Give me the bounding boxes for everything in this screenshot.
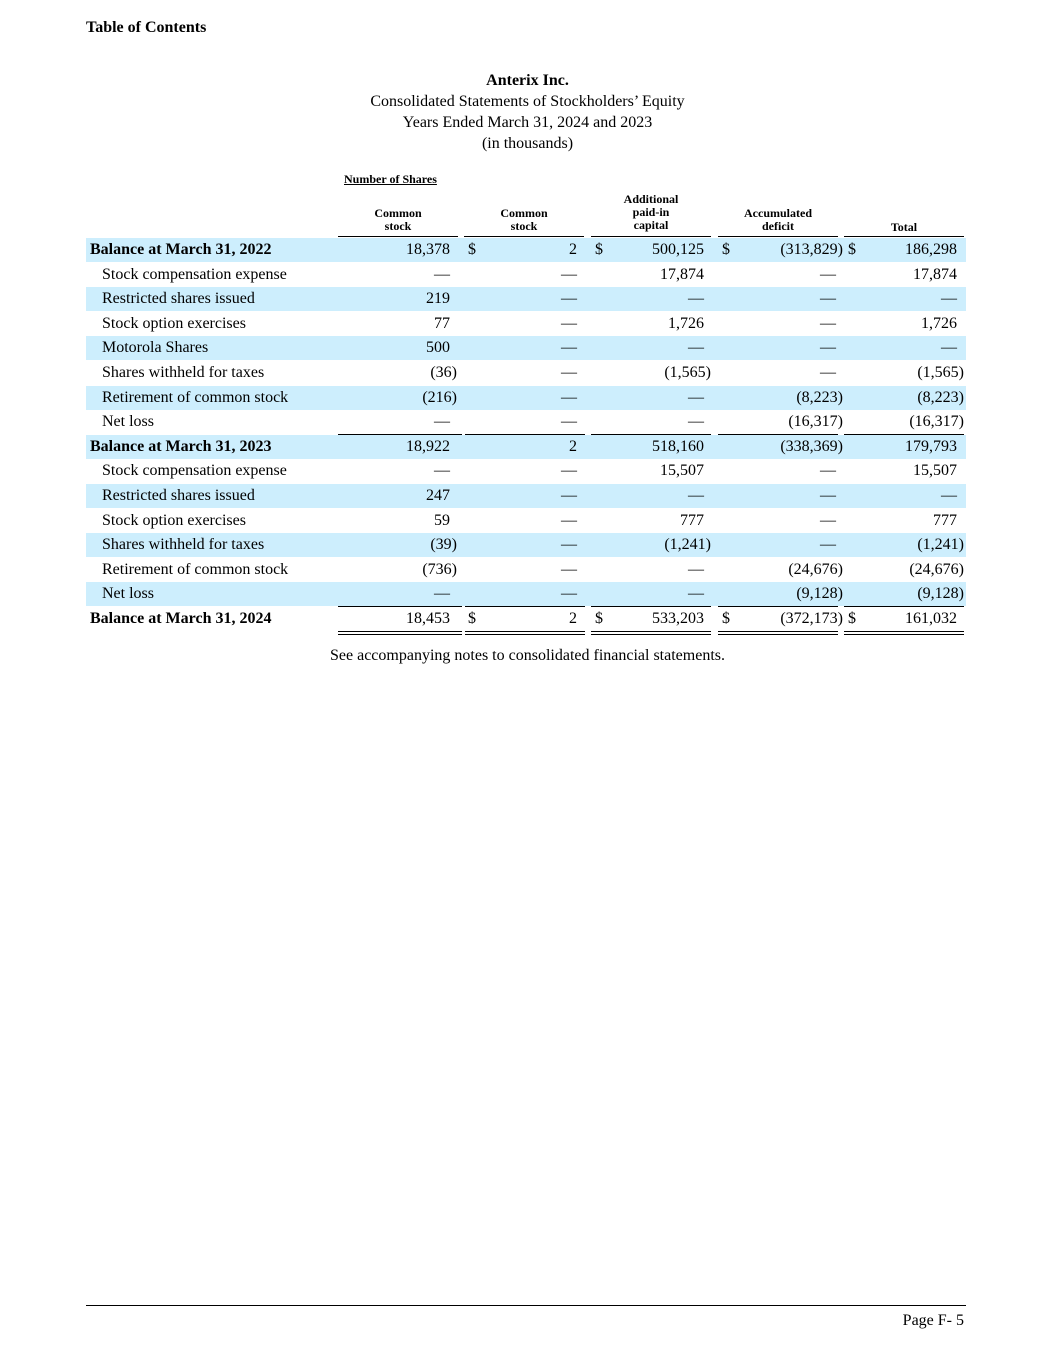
cell-common: — <box>561 314 577 332</box>
cell-total: (1,241) <box>917 536 964 554</box>
cell-apic: 1,726 <box>668 314 704 332</box>
table-row <box>86 582 966 606</box>
table-row <box>86 312 966 336</box>
col-header-line: Common <box>374 206 422 220</box>
cell-common: — <box>561 585 577 603</box>
cell-common: — <box>561 560 577 578</box>
cell-common: — <box>561 536 577 554</box>
cell-apic: — <box>688 560 704 578</box>
row-label: Retirement of common stock <box>102 388 289 406</box>
row-label: Stock option exercises <box>102 511 246 529</box>
cell-apic: 17,874 <box>660 265 704 283</box>
row-label: Shares withheld for taxes <box>102 364 265 381</box>
cell-deficit: — <box>820 339 836 357</box>
cell-shares: (36) <box>430 364 457 381</box>
statement-period: Years Ended March 31, 2024 and 2023 <box>402 114 653 131</box>
table-row <box>86 533 966 557</box>
cell-common: — <box>561 364 577 381</box>
cell-common: 2 <box>569 610 577 627</box>
cell-deficit: — <box>820 487 836 504</box>
cell-total: — <box>941 290 957 308</box>
page-number: Page F- 5 <box>902 1312 964 1329</box>
cell-deficit: (372,173) <box>780 610 843 627</box>
col-header-total <box>844 221 964 234</box>
row-label: Stock compensation expense <box>102 462 287 480</box>
cell-common: — <box>561 413 577 431</box>
table-row <box>86 287 966 311</box>
currency-symbol: $ <box>848 241 856 258</box>
cell-shares: — <box>434 585 450 603</box>
currency-symbol: $ <box>468 610 476 627</box>
table-row <box>86 459 966 483</box>
cell-deficit: (8,223) <box>796 388 843 406</box>
table-row <box>86 361 966 385</box>
total-double-underline <box>844 631 964 635</box>
total-double-underline <box>465 631 585 635</box>
row-label: Balance at March 31, 2023 <box>90 437 272 455</box>
table-row <box>86 484 966 508</box>
table-row <box>86 410 966 434</box>
total-double-underline <box>591 631 711 635</box>
cell-deficit: — <box>820 314 836 332</box>
cell-total: 777 <box>933 511 957 529</box>
cell-deficit: (16,317) <box>788 413 843 431</box>
cell-total: (24,676) <box>909 560 964 578</box>
cell-deficit: (24,676) <box>788 560 843 578</box>
cell-shares: 219 <box>426 290 450 308</box>
cell-shares: 247 <box>426 487 450 504</box>
cell-common: — <box>561 339 577 357</box>
cell-common: — <box>561 511 577 529</box>
cell-common: 2 <box>569 437 577 455</box>
cell-shares: — <box>434 265 450 283</box>
cell-apic: (1,565) <box>664 364 711 381</box>
balance-row <box>86 238 966 262</box>
cell-apic: 500,125 <box>652 241 704 258</box>
col-header-additional-paid-in-capital <box>591 193 711 232</box>
cell-common: — <box>561 487 577 504</box>
cell-apic: 777 <box>680 511 704 529</box>
cell-total: 15,507 <box>913 462 957 480</box>
col-header-line: Common <box>500 206 548 220</box>
cell-total: 1,726 <box>921 314 957 332</box>
cell-shares: (736) <box>422 560 457 578</box>
cell-apic: 518,160 <box>652 437 704 455</box>
header-underline <box>338 236 458 237</box>
cell-shares: 59 <box>434 511 450 529</box>
cell-common: — <box>561 290 577 308</box>
col-header-accumulated-deficit <box>718 207 838 233</box>
company-name: Anterix Inc. <box>486 72 569 89</box>
statement-units: (in thousands) <box>481 135 574 152</box>
currency-symbol: $ <box>848 610 856 627</box>
cell-common: — <box>561 388 577 406</box>
cell-shares: 18,378 <box>406 241 450 258</box>
header-underline <box>718 236 838 237</box>
cell-deficit: — <box>820 364 836 381</box>
table-row <box>86 336 966 360</box>
cell-total: (1,565) <box>917 364 964 381</box>
cell-deficit: — <box>820 511 836 529</box>
cell-deficit: (9,128) <box>796 585 843 603</box>
row-label: Balance at March 31, 2022 <box>90 241 272 258</box>
cell-shares: — <box>434 462 450 480</box>
cell-deficit: — <box>820 536 836 554</box>
cell-common: 2 <box>569 241 577 258</box>
cell-total: — <box>941 339 957 357</box>
statement-name: Consolidated Statements of Stockholders’ Equity <box>370 93 685 110</box>
cell-shares: 77 <box>434 314 450 332</box>
cell-deficit: — <box>820 265 836 283</box>
cell-shares: (39) <box>430 536 457 554</box>
balance-row <box>86 435 966 459</box>
col-header-line: Accumulated <box>744 206 812 220</box>
table-of-contents-link[interactable]: Table of Contents <box>86 19 207 36</box>
row-label: Retirement of common stock <box>102 560 289 578</box>
col-header-line: capital <box>633 218 669 232</box>
table-row <box>86 509 966 533</box>
header-underline <box>591 236 711 237</box>
header-underline <box>844 236 964 237</box>
statement-title-block <box>0 70 1055 154</box>
total-double-underline <box>338 631 462 635</box>
cell-total: (9,128) <box>917 585 964 603</box>
cell-apic: — <box>688 487 704 504</box>
cell-apic: 15,507 <box>660 462 704 480</box>
cell-shares: — <box>434 413 450 431</box>
footer-divider <box>86 1305 966 1306</box>
row-label: Restricted shares issued <box>102 290 255 308</box>
cell-deficit: (338,369) <box>780 437 843 455</box>
col-header-line: stock <box>510 219 538 233</box>
cell-total: 161,032 <box>905 610 957 627</box>
header-underline <box>464 236 584 237</box>
cell-apic: — <box>688 585 704 603</box>
col-header-common-stock-amount <box>464 207 584 233</box>
cell-shares: 18,922 <box>406 437 450 455</box>
cell-apic: — <box>688 339 704 357</box>
col-header-line: Additional <box>623 192 679 206</box>
table-row <box>86 558 966 582</box>
cell-apic: — <box>688 290 704 308</box>
row-label: Motorola Shares <box>102 339 209 357</box>
cell-shares: 18,453 <box>406 610 450 627</box>
cell-common: — <box>561 265 577 283</box>
currency-symbol: $ <box>722 610 730 627</box>
row-label: Net loss <box>102 585 154 603</box>
cell-apic: (1,241) <box>664 536 711 554</box>
number-of-shares-label: Number of Shares <box>344 172 437 186</box>
currency-symbol: $ <box>722 241 730 258</box>
cell-total: (16,317) <box>909 413 964 431</box>
cell-total: (8,223) <box>917 388 964 406</box>
currency-symbol: $ <box>595 610 603 627</box>
row-label: Shares withheld for taxes <box>102 536 265 554</box>
total-double-underline <box>718 631 838 635</box>
cell-total: 179,793 <box>905 437 957 455</box>
currency-symbol: $ <box>468 241 476 258</box>
cell-apic: 533,203 <box>652 610 704 627</box>
row-label: Net loss <box>102 413 154 431</box>
col-header-line: deficit <box>762 219 794 233</box>
cell-common: — <box>561 462 577 480</box>
col-header-line: paid-in <box>632 205 670 219</box>
col-header-shares-common-stock <box>338 207 458 233</box>
row-label: Balance at March 31, 2024 <box>90 610 272 627</box>
cell-deficit: — <box>820 462 836 480</box>
table-row <box>86 263 966 287</box>
col-header-line: stock <box>384 219 412 233</box>
cell-total: 186,298 <box>905 241 957 258</box>
cell-total: — <box>941 487 957 504</box>
cell-apic: — <box>688 413 704 431</box>
currency-symbol: $ <box>595 241 603 258</box>
balance-row <box>86 607 966 631</box>
cell-deficit: (313,829) <box>780 241 843 258</box>
row-label: Stock option exercises <box>102 314 246 332</box>
table-row <box>86 386 966 410</box>
row-label: Restricted shares issued <box>102 487 255 504</box>
cell-shares: (216) <box>422 388 457 406</box>
cell-shares: 500 <box>426 339 450 357</box>
cell-apic: — <box>688 388 704 406</box>
col-header-line: Total <box>890 220 918 234</box>
cell-total: 17,874 <box>913 265 957 283</box>
row-label: Stock compensation expense <box>102 265 287 283</box>
footnote: See accompanying notes to consolidated financial statements. <box>330 647 725 664</box>
cell-deficit: — <box>820 290 836 308</box>
